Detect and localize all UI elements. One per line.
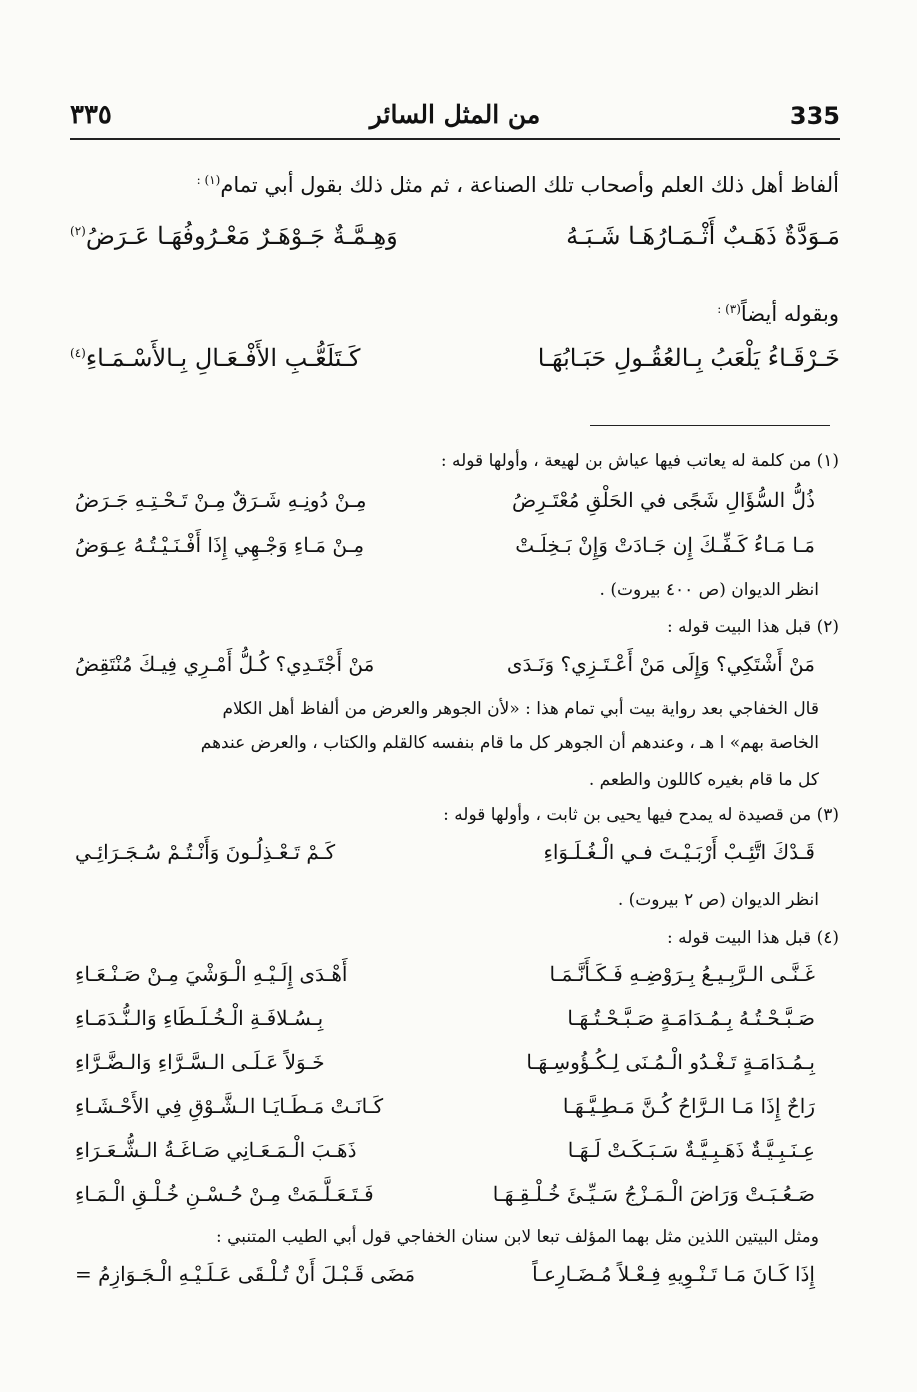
hemistich: كَـانَـتْ مَـطَـايَـا الـشَّـوْقِ فِي الأَحْـشَـاءِ — [75, 1094, 384, 1118]
hemistich: عِـنَـبِـيَّـةٌ ذَهَـبِـيَّـةٌ سَـبَـكَـتْ لَـهَـا — [567, 1138, 815, 1162]
hemistich: صَـعُـبَـتْ وَرَاضَ الْـمَـزْجُ سَـيِّـئَ خُـلْـقِـهَـا — [492, 1182, 815, 1206]
footnote-3-source: انظر الديوان (ص ٢ بيروت) . — [617, 890, 819, 910]
verse-2-first-hemistich: خَـرْقَـاءُ يَلْعَبُ بِـالعُقُـولِ حَبَـابُهَـا — [537, 344, 840, 372]
footnote-ref: (١) : — [196, 173, 221, 187]
footnote-separator — [590, 425, 830, 426]
footnote-4-verse-2 — [75, 1006, 815, 1040]
hemistich: مِـنْ مَـاءِ وَجْـهِي إِذَا أَفْـنَـيْـتُـهُ عِـوَضُ — [75, 533, 365, 557]
hemistich: خَـوَلاً عَـلَـى الـسَّـرَّاءِ وَالـضَّـرَّاءِ — [75, 1050, 325, 1074]
verse-2-second-hemistich: كَـتَلَعُّـبِ الأَفْـعَـالِ بِـالأَسْـمَـاءِ$^{(٤)}$ — [70, 344, 361, 372]
footnote-1-verse-2 — [75, 533, 815, 567]
footnote-3-intro: (٣) من قصيدة له يمدح فيها يحيى بن ثابت ، وأولها قوله : — [443, 805, 839, 825]
footnote-4-intro: (٤) قبل هذا البيت قوله : — [667, 928, 839, 948]
hemistich: مَضَى قَـبْـلَ أَنْ تُـلْـقَى عَـلَـيْـهِ الْـجَـوَازِمُ = — [75, 1262, 416, 1286]
hemistich: كَـمْ تَـعْـذِلُـونَ وَأَنْـتُـمْ سُـجَـرَائِـي — [75, 840, 336, 864]
hemistich: مِـنْ دُونِـهِ شَـرَقٌ مِـنْ تَـحْـتِـهِ جَـرَضُ — [75, 488, 367, 512]
footnote-2-line-1: قال الخفاجي بعد رواية بيت أبي تمام هذا : «لأن الجوهر والعرض من ألفاظ أهل الكلام — [222, 699, 819, 719]
footnote-2-line-2: الخاصة بهم» ا هـ ، وعندهم أن الجوهر كل ما قام بنفسه كالقلم والكتاب ، والعرض عندهم — [200, 733, 819, 753]
verse-1-first-hemistich: مَـوَدَّةٌ ذَهَـبٌ أَثْـمَـارُهَـا شَـبَـهُ — [566, 222, 840, 250]
hemistich: مَنْ أَشْتَكِي؟ وَإِلَى مَنْ أَعْـتَـزِي؟ وَنَـدَى — [506, 652, 815, 676]
verse-2 — [70, 344, 840, 390]
hemistich: بِـسُـلافَـةِ الْـخُـلَـطَاءِ وَالـنُّـدَمَـاءِ — [75, 1006, 324, 1030]
footnote-4-verse-1 — [75, 962, 815, 996]
hemistich: فَـتَـعَـلَّـمَتْ مِـنْ حُـسْـنِ خُـلْـقِ الْـمَـاءِ — [75, 1182, 374, 1206]
footnote-4-verse-5 — [75, 1138, 815, 1172]
page-number-arabic: ٣٣٥ — [70, 100, 112, 130]
footnote-3-verse — [75, 840, 815, 874]
hemistich: قَـدْكَ اتَّئِـبْ أَرْبَـيْـتَ فـي الْـغُـلَـوَاءِ — [543, 840, 815, 864]
hemistich: غَـنَّـى الـرَّبِـيـعُ بِـرَوْضِـهِ فَـكَـأَنَّـمَـا — [549, 962, 815, 986]
hemistich: ذَهَـبَ الْـمَـعَـانِي صَـاغَـةُ الـشُّـعَـرَاءِ — [75, 1138, 357, 1162]
verse-1-second-hemistich: وَهِـمَّـةٌ جَـوْهَـرٌ مَعْـرُوفُهَـا عَـرَضُ$^{(٢)}$ — [70, 222, 398, 250]
verse-1 — [70, 222, 840, 268]
hemistich: صَـبَّـحْـتُـهُ بِـمُـدَامَـةٍ صَـبَّـحْـتُـهَـا — [567, 1006, 815, 1030]
footnote-4-verse-3 — [75, 1050, 815, 1084]
hemistich: رَاحٌ إِذَا مَـا الـرَّاحُ كُـنَّ مَـطِـيَّـهَـا — [562, 1094, 815, 1118]
hemistich: أَهْـدَى إِلَـيْـهِ الْـوَشْيَ مِـنْ صَـنْـعَـاءِ — [75, 962, 348, 986]
hemistich: مَـا مَـاءُ كَـفِّـكَ إِن جَـادَتْ وَإِنْ بَـخِلَـتْ — [515, 533, 815, 557]
hemistich: ذُلُّ السُّؤَالِ شَجًى في الحَلْقِ مُعْتَـرِضُ — [511, 488, 815, 512]
hemistich: مَنْ أَجْتَـدِي؟ كُـلُّ أَمْـرِي فِيـكَ مُنْتَقِضُ — [75, 652, 375, 676]
footnote-4-verse-6 — [75, 1182, 815, 1216]
header-rule — [70, 138, 840, 140]
footnote-2-verse — [75, 652, 815, 686]
hemistich: بِـمُـدَامَـةٍ تَـغْـدُو الْـمُـنَى لِـكُـؤُوسِـهَـا — [526, 1050, 815, 1074]
footnote-2-intro: (٢) قبل هذا البيت قوله : — [667, 617, 839, 637]
page-number-latin: 335 — [789, 102, 840, 130]
footnote-4-verse-4 — [75, 1094, 815, 1128]
footnote-4-after: ومثل البيتين اللذين مثل بهما المؤلف تبعا لابن سنان الخفاجي قول أبي الطيب المتنبي : — [216, 1227, 819, 1247]
footnote-2-line-3: كل ما قام بغيره كاللون والطعم . — [588, 770, 819, 790]
page-header — [70, 98, 840, 138]
hemistich: إِذَا كَـانَ مَـا تَـنْـوِيهِ فِـعْـلاً مُـضَـارِعـاً — [532, 1262, 815, 1286]
footnote-1-source: انظر الديوان (ص ٤٠٠ بيروت) . — [599, 580, 819, 600]
also-line: وبقوله أيضاً$^{(٣) :}$ — [717, 302, 839, 326]
intro-line: ألفاظ أهل ذلك العلم وأصحاب تلك الصناعة ، ثم مثل ذلك بقول أبي تمام$^{(١) :}$ — [196, 173, 839, 197]
footnote-ref: (٣) : — [717, 302, 741, 316]
running-title: من المثل السائر — [369, 100, 541, 129]
footnote-4-last-verse — [75, 1262, 815, 1296]
footnote-1-verse-1 — [75, 488, 815, 522]
footnote-1-intro: (١) من كلمة له يعاتب فيها عياش بن لهيعة ، وأولها قوله : — [440, 451, 839, 471]
